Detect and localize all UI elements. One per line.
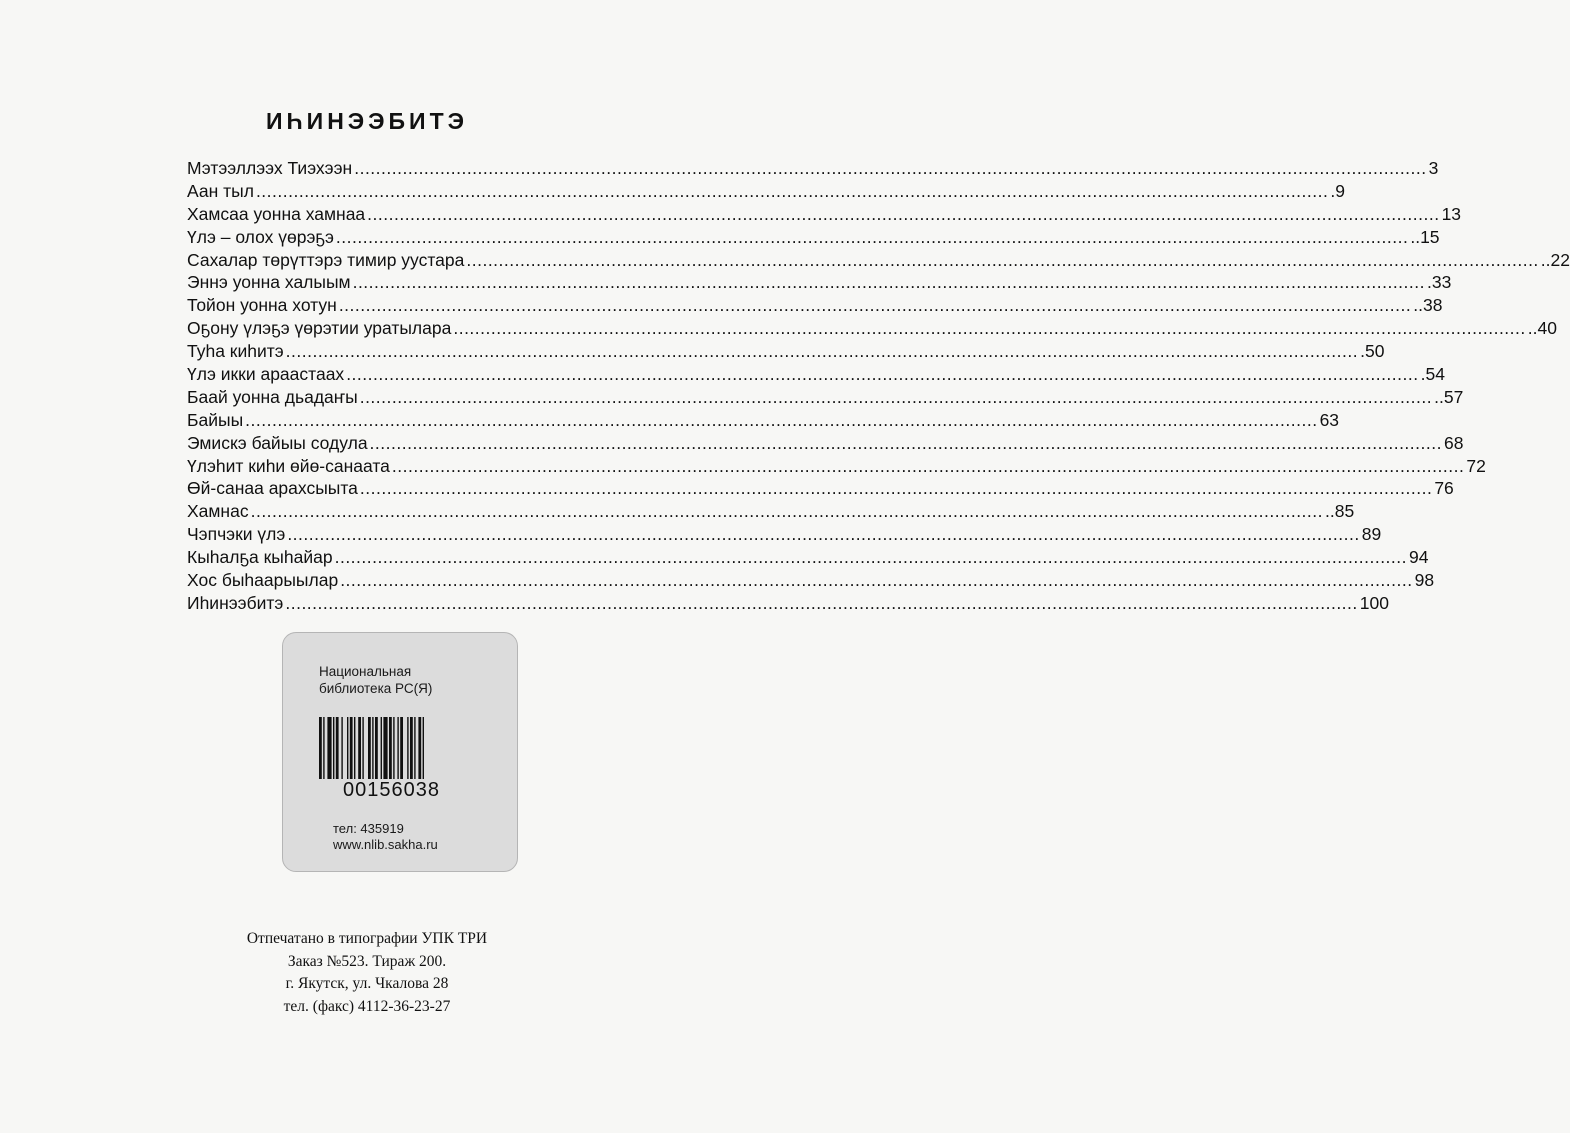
toc-dot-leader: ........................................................................................................................................................................................................ bbox=[346, 364, 1419, 385]
toc-dot-leader: ........................................................................................................................................................................................................ bbox=[354, 158, 1427, 178]
toc-dot-leader: ........................................................................................................................................................................................................ bbox=[466, 249, 1539, 270]
toc-entry-page: ..38 bbox=[1413, 295, 1443, 316]
toc-entry bbox=[187, 363, 1445, 386]
imprint-order: Заказ №523. Тираж 200. bbox=[287, 952, 447, 970]
toc-entry-title: Үлэ икки араастаах bbox=[187, 364, 345, 385]
toc-entry-title: Чэпчэки үлэ bbox=[187, 524, 286, 545]
toc-dot-leader: ........................................................................................................................................................................................................ bbox=[255, 180, 1329, 201]
toc-entry bbox=[187, 592, 1389, 615]
toc-entry-page: 94 bbox=[1409, 547, 1429, 568]
toc-dot-leader: ........................................................................................................................................................................................................ bbox=[338, 295, 1412, 316]
toc-dot-leader: ........................................................................................................................................................................................................ bbox=[352, 272, 1425, 293]
toc-entry-page: .54 bbox=[1420, 364, 1445, 385]
toc-entry-page: ..15 bbox=[1410, 226, 1440, 247]
toc-entry-title: Эмискэ байыы содула bbox=[187, 432, 368, 453]
toc-entry-title: Сахалар төрүттэрэ тимир уустара bbox=[187, 249, 465, 270]
toc-entry-page: 63 bbox=[1319, 409, 1340, 430]
toc-entry-page: 76 bbox=[1434, 478, 1454, 499]
toc-entry bbox=[187, 455, 1486, 478]
toc-dot-leader: ........................................................................................................................................................................................................ bbox=[334, 547, 1408, 568]
toc-entry bbox=[187, 180, 1345, 203]
toc-entry-title: Кыһалҕа кыһайар bbox=[187, 547, 333, 568]
toc-entry bbox=[187, 226, 1440, 249]
toc-entry-page: .33 bbox=[1427, 272, 1452, 293]
toc-entry bbox=[187, 432, 1464, 455]
toc-entry bbox=[187, 546, 1429, 569]
toc-entry-page: 3 bbox=[1428, 158, 1439, 178]
toc-entry-title: Хамнас bbox=[187, 501, 249, 522]
toc-dot-leader: ........................................................................................................................................................................................................ bbox=[391, 455, 1465, 476]
toc-entry bbox=[187, 569, 1435, 592]
toc-dot-leader: ........................................................................................................................................................................................................ bbox=[369, 432, 1442, 453]
toc-dot-leader: ........................................................................................................................................................................................................ bbox=[285, 592, 1358, 613]
toc-entry bbox=[187, 340, 1385, 363]
toc-dot-leader: ........................................................................................................................................................................................................ bbox=[287, 524, 1360, 545]
barcode-number: 00156038 bbox=[343, 779, 440, 801]
toc-entry-title: Байыы bbox=[187, 409, 244, 430]
toc-entry-page: ..40 bbox=[1527, 318, 1557, 339]
toc-entry-title: Иһинээбитэ bbox=[187, 592, 284, 613]
toc-dot-leader: ........................................................................................................................................................................................................ bbox=[359, 478, 1433, 499]
toc-entry-page: .9 bbox=[1330, 180, 1345, 201]
toc-dot-leader: ........................................................................................................................................................................................................ bbox=[453, 318, 1526, 339]
toc-entry-title: Хамсаа уонна хамнаа bbox=[187, 203, 366, 224]
toc-entry-title: Аан тыл bbox=[187, 180, 254, 201]
toc-entry-title: Баай уонна дьадаҥы bbox=[187, 386, 358, 407]
toc-entry-title: Хос быһаарыылар bbox=[187, 570, 339, 591]
toc-entry-page: 13 bbox=[1441, 203, 1462, 224]
toc-entry-title: Мэтээллээх Тиэхээн bbox=[187, 158, 353, 178]
toc-entry bbox=[187, 249, 1570, 272]
toc-entry-page: 89 bbox=[1361, 524, 1382, 545]
library-sticker bbox=[282, 632, 518, 872]
toc-dot-leader: ........................................................................................................................................................................................................ bbox=[359, 386, 1433, 407]
toc-entry bbox=[187, 523, 1382, 546]
library-name bbox=[319, 663, 432, 697]
toc-dot-leader: ........................................................................................................................................................................................................ bbox=[340, 570, 1413, 591]
toc-entry bbox=[187, 294, 1443, 317]
table-of-contents bbox=[187, 157, 1570, 615]
toc-entry-title: Үлэһит киһи өйө-санаата bbox=[187, 455, 390, 476]
toc-entry-page: ..85 bbox=[1325, 501, 1355, 522]
toc-dot-leader: ........................................................................................................................................................................................................ bbox=[245, 409, 1318, 430]
toc-entry bbox=[187, 271, 1452, 294]
toc-dot-leader: ........................................................................................................................................................................................................ bbox=[367, 203, 1440, 224]
toc-entry bbox=[187, 317, 1557, 340]
toc-dot-leader: ........................................................................................................................................................................................................ bbox=[285, 341, 1359, 362]
library-url: www.nlib.sakha.ru bbox=[333, 837, 438, 852]
imprint-printer: Отпечатано в типографии УПК ТРИ bbox=[246, 930, 488, 947]
toc-entry-title: Тойон уонна хотун bbox=[187, 295, 337, 316]
toc-entry-page: 98 bbox=[1414, 570, 1435, 591]
library-name-line1: Национальная bbox=[319, 664, 412, 679]
library-name-line2: библиотека РС(Я) bbox=[319, 681, 433, 696]
toc-entry-title: Оҕону үлэҕэ үөрэтии уратылара bbox=[187, 318, 452, 339]
toc-entry bbox=[187, 500, 1355, 523]
toc-entry bbox=[187, 409, 1340, 432]
toc-entry-page: 72 bbox=[1466, 455, 1486, 476]
barcode-icon bbox=[319, 717, 481, 779]
toc-entry bbox=[187, 203, 1462, 226]
toc-entry-page: ..57 bbox=[1434, 386, 1464, 407]
toc-entry-title: Туһа киһитэ bbox=[187, 341, 284, 362]
page-title: ИҺИНЭЭБИТЭ bbox=[265, 108, 469, 134]
toc-entry-page: 100 bbox=[1359, 592, 1389, 613]
toc-entry-title: Эннэ уонна халыым bbox=[187, 272, 351, 293]
imprint-address: г. Якутск, ул. Чкалова 28 bbox=[285, 975, 449, 992]
toc-entry bbox=[187, 386, 1464, 409]
toc-entry-title: Үлэ – олох үөрэҕэ bbox=[187, 226, 334, 247]
toc-entry bbox=[187, 157, 1439, 180]
toc-entry-title: Өй-санаа арахсыыта bbox=[187, 478, 358, 499]
toc-dot-leader: ........................................................................................................................................................................................................ bbox=[335, 226, 1409, 247]
toc-entry-page: ..22 bbox=[1540, 249, 1570, 270]
imprint-block bbox=[0, 928, 734, 1018]
toc-entry bbox=[187, 477, 1454, 500]
library-phone: тел: 435919 bbox=[333, 821, 404, 836]
toc-entry-page: .50 bbox=[1360, 341, 1385, 362]
imprint-phone: тел. (факс) 4112-36-23-27 bbox=[283, 997, 451, 1015]
toc-dot-leader: ........................................................................................................................................................................................................ bbox=[250, 501, 1324, 522]
toc-entry-page: 68 bbox=[1443, 432, 1464, 453]
